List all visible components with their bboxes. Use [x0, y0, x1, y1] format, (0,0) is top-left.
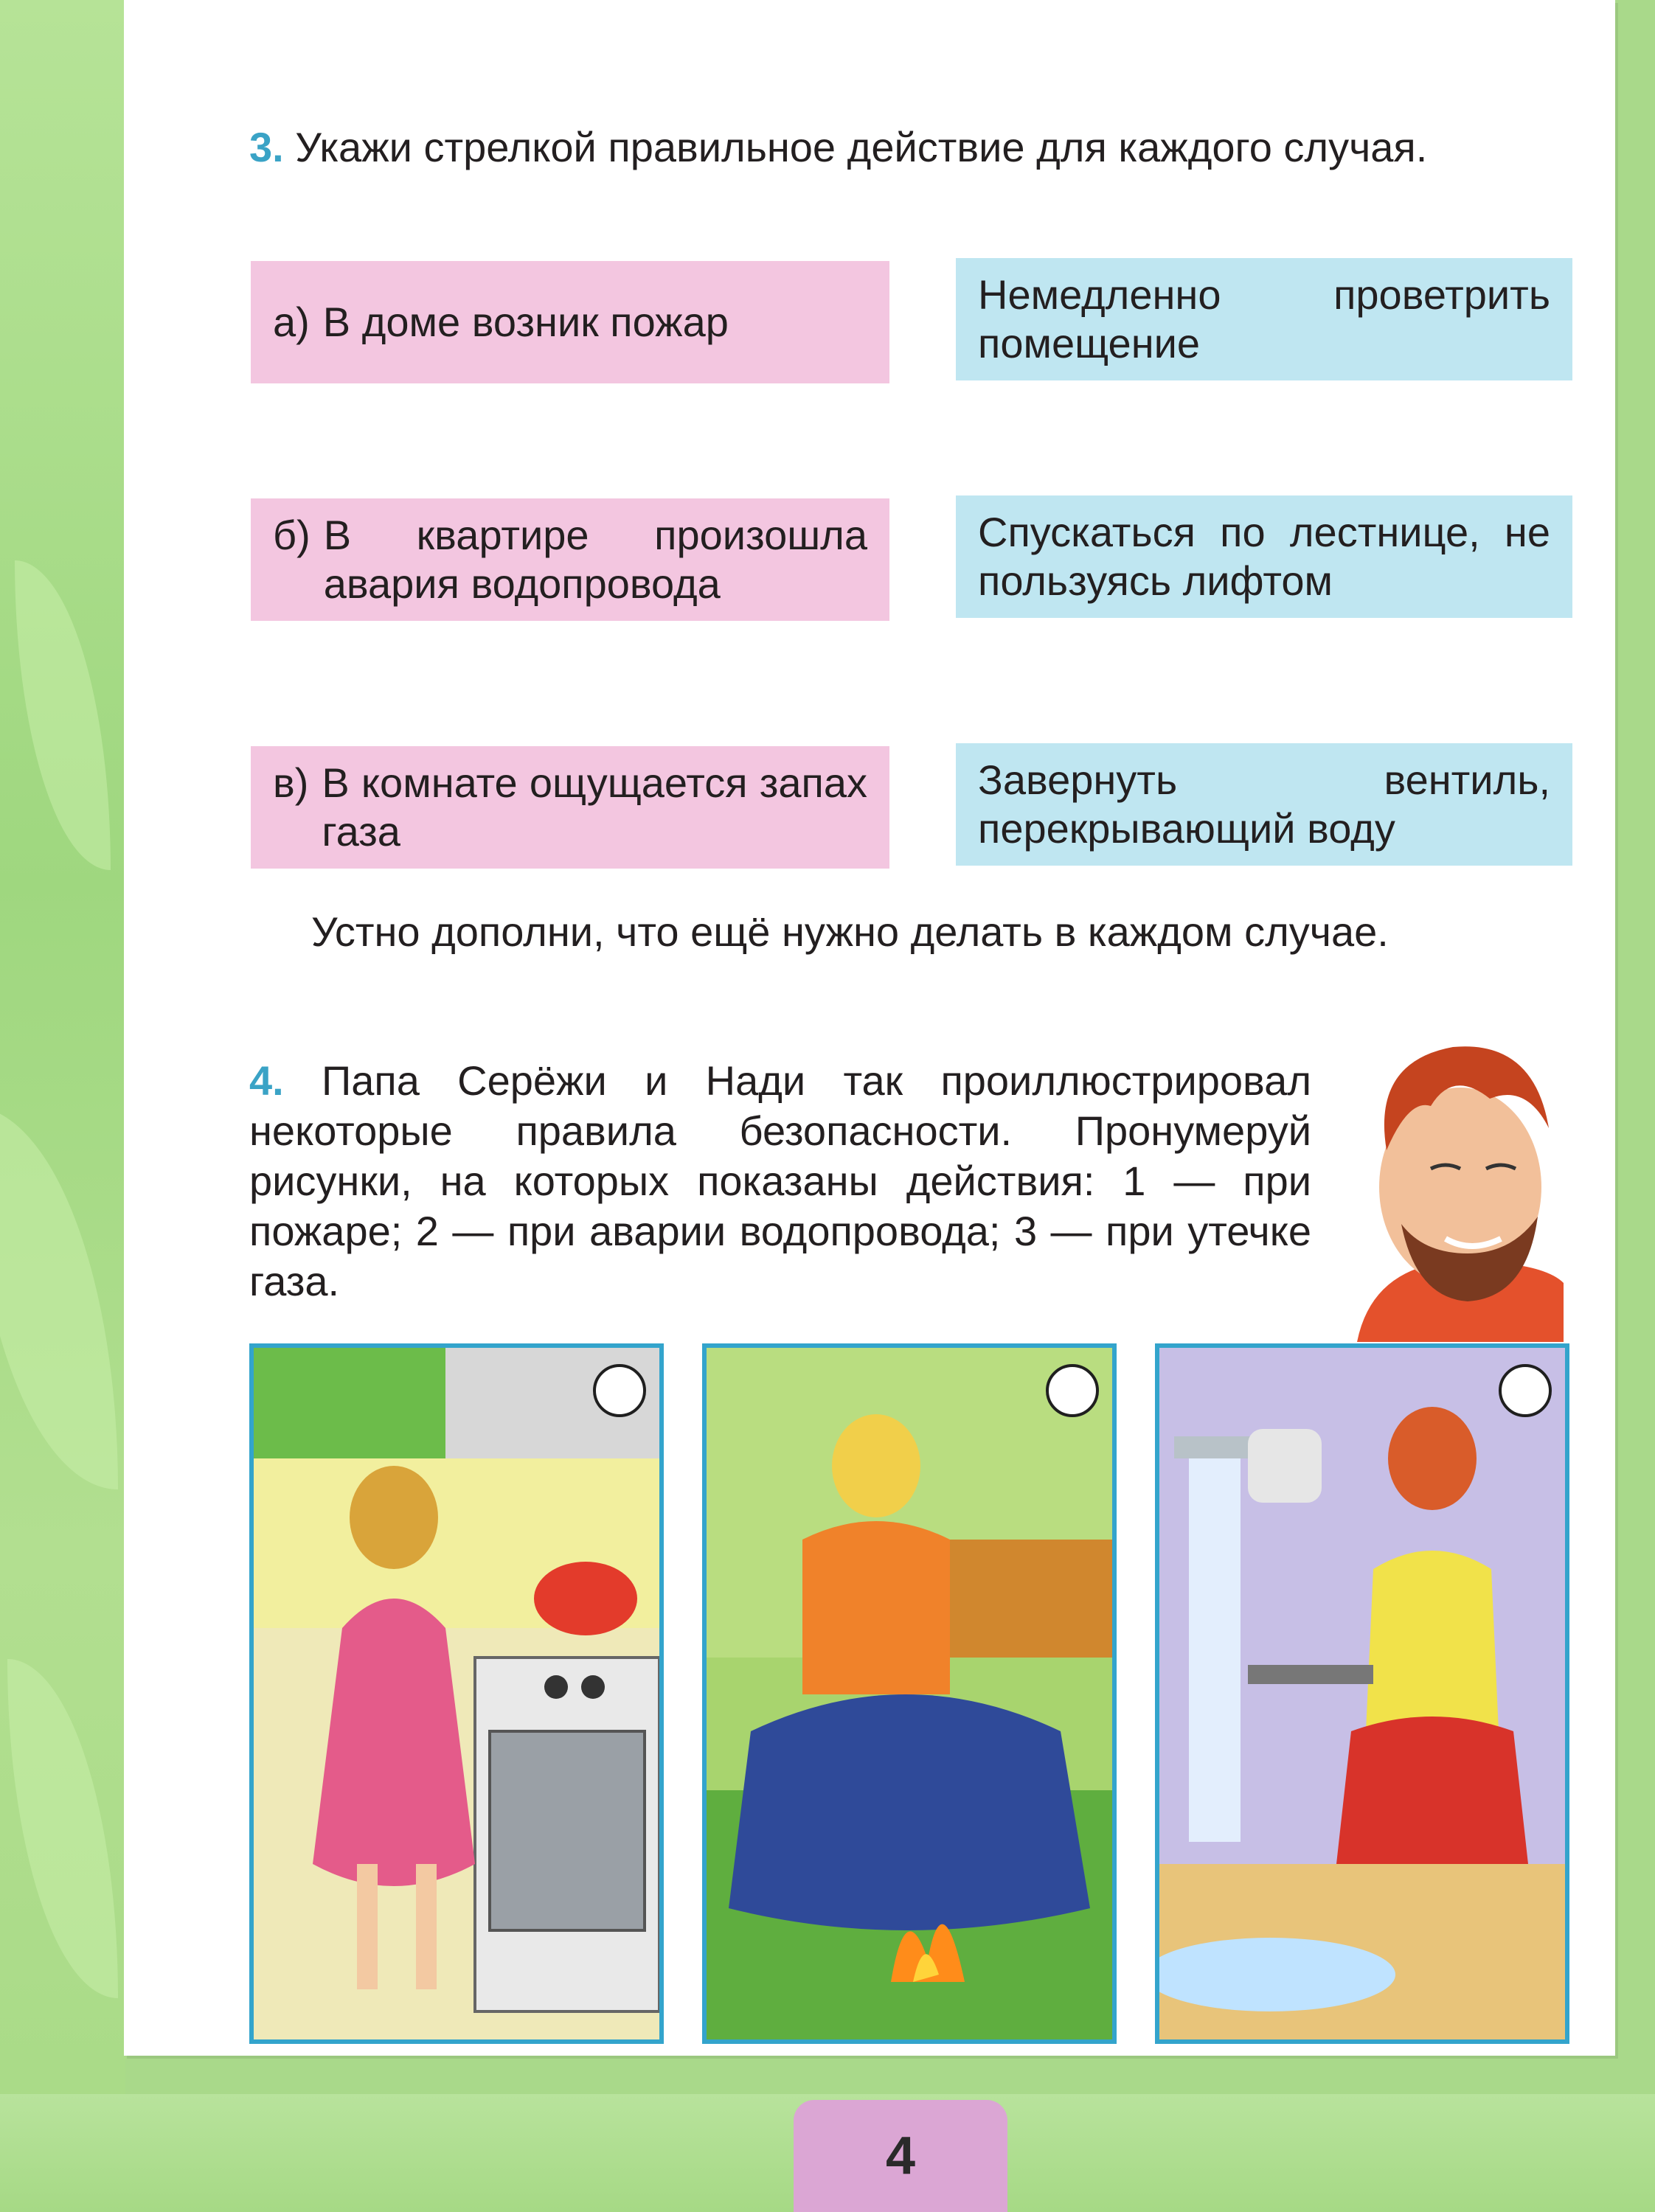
situation-letter: а)	[273, 299, 310, 345]
action-text: Завернуть вентиль, перекрывающий воду	[978, 757, 1550, 852]
situation-c-box[interactable]	[251, 746, 889, 869]
situation-b-box[interactable]	[251, 498, 889, 621]
action-box-3[interactable]	[956, 743, 1572, 866]
situation-text: В комнате ощущается запах газа	[322, 759, 867, 855]
action-box-1[interactable]	[956, 258, 1572, 380]
answer-circle-1[interactable]	[593, 1364, 646, 1417]
leaf-decoration	[0, 1106, 118, 1489]
task4-text-block	[249, 1056, 1311, 1307]
situation-text: В доме возник пожар	[322, 299, 729, 345]
situation-a-box[interactable]	[251, 261, 889, 383]
page-number-tab	[794, 2100, 1007, 2212]
task3-followup: Устно дополни, что ещё нужно делать в каждом случае.	[311, 908, 1389, 955]
girl-stove-illustration	[254, 1348, 659, 2039]
situation-letter: в)	[273, 759, 309, 806]
situation-letter: б)	[273, 512, 310, 558]
task3-number: 3.	[249, 124, 284, 170]
picture-panel-3	[1155, 1343, 1569, 2044]
girl-water-illustration	[1159, 1348, 1565, 2039]
task3-instruction: Укажи стрелкой правильное действие для каждого случая.	[295, 124, 1428, 170]
leaf-decoration	[15, 560, 111, 870]
background-left-margin	[0, 0, 125, 2212]
picture-panel-1	[249, 1343, 664, 2044]
task4-number: 4.	[249, 1057, 284, 1104]
situation-text: В квартире произошла авария водопровода	[323, 512, 867, 607]
answer-circle-2[interactable]	[1046, 1364, 1099, 1417]
answer-circle-3[interactable]	[1499, 1364, 1552, 1417]
task3-heading	[249, 122, 1569, 173]
action-text: Немедленно проветрить помещение	[978, 271, 1550, 366]
picture-panel-2	[702, 1343, 1117, 2044]
leaf-decoration	[7, 1659, 118, 1998]
task4-instruction: Папа Серёжи и Нади так проиллюстрировал некоторые правила безопасности. Пронумеруй рисунки, на которых показаны действия: 1 — при пожаре; 2 — при аварии водопровода; 3 — при утечке газа.	[249, 1057, 1311, 1304]
dad-illustration	[1342, 1018, 1564, 1342]
page-number: 4	[885, 2126, 916, 2185]
boy-fire-illustration	[707, 1348, 1112, 2039]
action-box-2[interactable]	[956, 495, 1572, 618]
action-text: Спускаться по лестнице, не пользуясь лифтом	[978, 509, 1550, 604]
